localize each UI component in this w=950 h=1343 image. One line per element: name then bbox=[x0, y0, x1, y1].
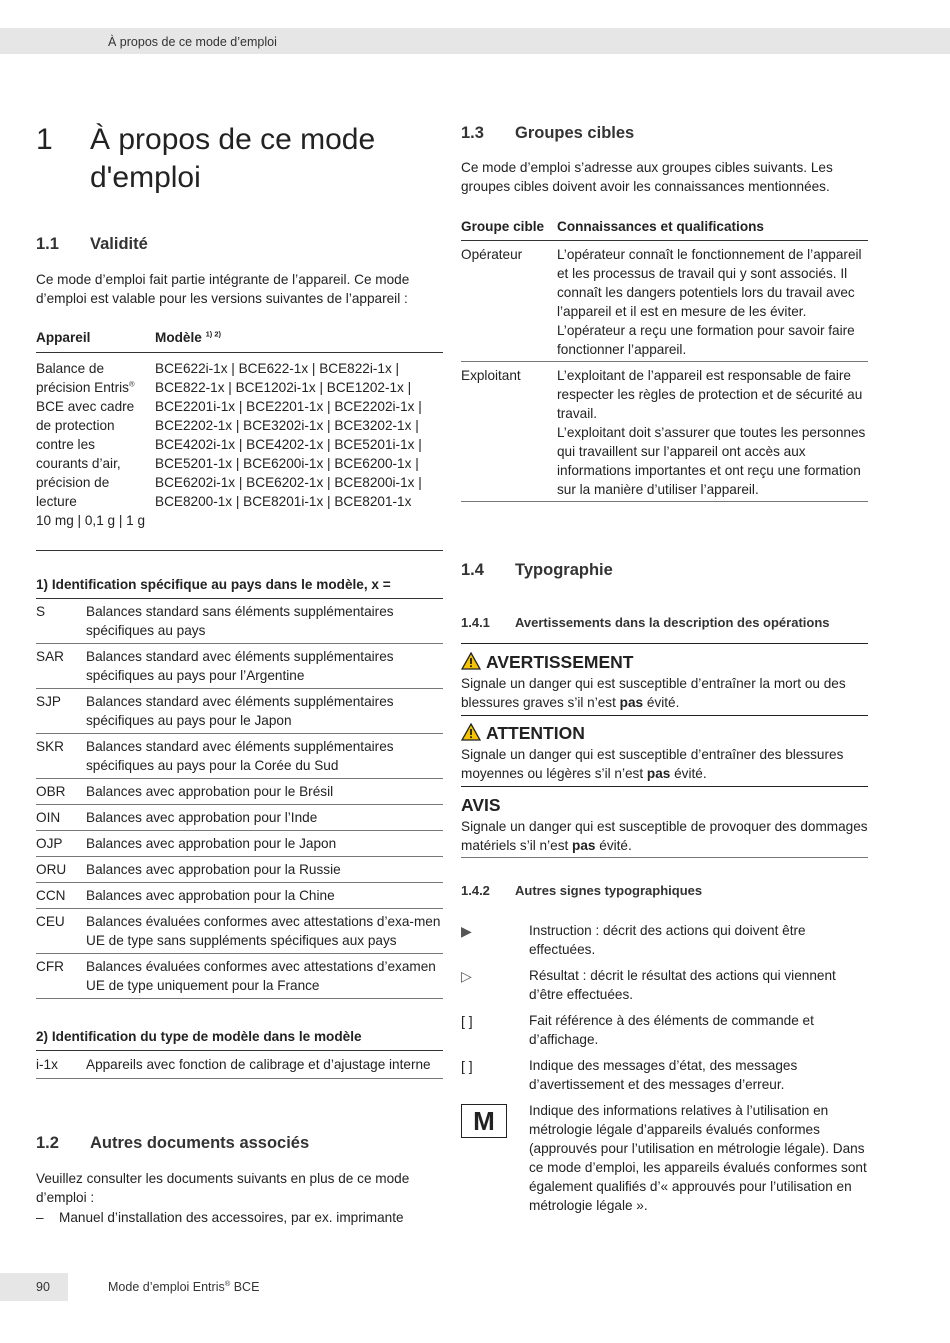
section-title-documents: Autres documents associés bbox=[90, 1134, 310, 1152]
section-number-1-1: 1.1 bbox=[36, 235, 59, 253]
section-number-1-4: 1.4 bbox=[461, 561, 484, 579]
documents-intro: Veuillez consulter les documents suivants en plus de ce mode d’emploi : bbox=[36, 1171, 410, 1205]
page-number: 90 bbox=[36, 1280, 50, 1294]
table-row bbox=[36, 644, 443, 689]
table-row bbox=[36, 954, 443, 999]
brackets-icon: [ ] bbox=[461, 1058, 473, 1074]
table-cell: Balances avec approbation pour la Chine bbox=[86, 883, 443, 909]
table-row bbox=[36, 734, 443, 779]
table-row bbox=[36, 883, 443, 909]
groups-header-knowledge: Connaissances et qualifications bbox=[557, 217, 868, 241]
table-cell: Balances évaluées conformes avec attestations d’exa-men UE de type sans suppléments spécifiques aux pays bbox=[86, 909, 443, 954]
table-row bbox=[36, 909, 443, 954]
subsection-number-1-4-2: 1.4.2 bbox=[461, 883, 490, 898]
table-cell: Balances standard avec éléments supplémentaires spécifiques au pays pour la Corée du Sud bbox=[86, 734, 443, 779]
table-cell: OIN bbox=[36, 805, 86, 831]
groups-header-group: Groupe cible bbox=[461, 217, 557, 241]
section-number-1-2: 1.2 bbox=[36, 1134, 59, 1152]
model-cell: BCE622i-1x | BCE622-1x | BCE822i-1x | BCE822-1x | BCE1202i-1x | BCE1202-1x | BCE2201i-1x | BCE2201-1x | BCE2202i-1x | BCE2202-1x | BCE3202i-1x | BCE3202-1x | BCE4202i-1x | BCE4202-1x | BCE5201i-1x | BCE5201-1x | BCE6200i-1x | BCE6200-1x | BCE6202i-1x | BCE6202-1x | BCE8200i-1x | BCE8200-1x | BCE8201i-1x | BCE8201-1x bbox=[155, 353, 443, 551]
device-cell: Balance de précision Entris® BCE avec cadre de protection contre les courants d’air, précision de lecture 10 mg | 0,1 g | 1 g bbox=[36, 353, 155, 551]
table-cell: Balances avec approbation pour le Japon bbox=[86, 831, 443, 857]
table-cell: Balances avec approbation pour la Russie bbox=[86, 857, 443, 883]
table-row bbox=[36, 328, 443, 353]
warning-rule bbox=[461, 643, 868, 644]
table-cell: Opérateur bbox=[461, 241, 557, 362]
warning-rule bbox=[461, 786, 868, 787]
symbol-desc-metrology: Indique des informations relatives à l’utilisation en métrologie légale d’appareils évalués conformes (approuvés pour l’utilisation en métrologie légale). Dans ce mode d’emploi, les appareils évalués conformes sont également qualifiés d’« approuvés pour l’utilisation en métrologie légale ». bbox=[529, 1103, 867, 1213]
table-row bbox=[36, 353, 443, 551]
brackets-icon: [ ] bbox=[461, 1013, 473, 1029]
type-ident-title: 2) Identification du type de modèle dans le modèle bbox=[36, 1027, 443, 1051]
bullet-dash: – bbox=[36, 1210, 44, 1225]
warning-label-avertissement: AVERTISSEMENT bbox=[461, 651, 633, 673]
target-groups-table bbox=[461, 217, 868, 502]
footer-page-box bbox=[0, 1273, 68, 1301]
result-arrow-icon: ▷ bbox=[461, 968, 472, 984]
symbol-desc-messages: Indique des messages d’état, des messages d’avertissement et des messages d’erreur. bbox=[529, 1058, 798, 1092]
subsection-title-signs: Autres signes typographiques bbox=[515, 883, 703, 898]
validite-intro: Ce mode d’emploi fait partie intégrante de l’appareil. Ce mode d’emploi est valable pour les versions suivantes de l’appareil : bbox=[36, 272, 410, 306]
groupes-intro: Ce mode d’emploi s’adresse aux groupes cibles suivants. Les groupes cibles doivent avoir les connaissances mentionnées. bbox=[461, 160, 833, 194]
model-table-header-device: Appareil bbox=[36, 328, 155, 353]
table-row bbox=[36, 805, 443, 831]
country-ident-title: 1) Identification spécifique au pays dans le modèle, x = bbox=[36, 575, 443, 599]
table-cell: Balances avec approbation pour le Brésil bbox=[86, 779, 443, 805]
table-cell: OJP bbox=[36, 831, 86, 857]
table-cell: SAR bbox=[36, 644, 86, 689]
table-row bbox=[36, 1051, 443, 1079]
warning-end-rule bbox=[461, 857, 868, 858]
table-row bbox=[36, 1027, 443, 1051]
warning-triangle-icon bbox=[461, 652, 481, 670]
model-table-header-model: Modèle $^{1) 2)}$ bbox=[155, 328, 443, 353]
documents-bullet: Manuel d’installation des accessoires, par ex. imprimante bbox=[59, 1210, 404, 1225]
table-cell: S bbox=[36, 599, 86, 644]
model-table bbox=[36, 328, 443, 551]
subsection-number-1-4-1: 1.4.1 bbox=[461, 615, 490, 630]
footer-doc-title: Mode d’emploi Entris® BCE bbox=[108, 1278, 260, 1294]
table-cell: Balances standard avec éléments supplémentaires spécifiques au pays pour l’Argentine bbox=[86, 644, 443, 689]
metrology-m-icon: M bbox=[461, 1104, 507, 1138]
table-cell: Balances standard sans éléments supplémentaires spécifiques au pays bbox=[86, 599, 443, 644]
table-cell: CEU bbox=[36, 909, 86, 954]
table-row bbox=[36, 575, 443, 599]
running-title: À propos de ce mode d’emploi bbox=[108, 35, 277, 49]
table-row bbox=[461, 362, 868, 502]
table-cell: ORU bbox=[36, 857, 86, 883]
instruction-arrow-icon: ▶ bbox=[461, 923, 472, 939]
table-row bbox=[461, 217, 868, 241]
table-cell: i-1x bbox=[36, 1051, 86, 1079]
table-row bbox=[36, 599, 443, 644]
table-row bbox=[36, 857, 443, 883]
warning-label-attention: ATTENTION bbox=[461, 722, 585, 744]
section-title-groupes: Groupes cibles bbox=[515, 124, 635, 142]
table-cell: L’opérateur connaît le fonctionnement de l’appareil et les processus de travail qui y sont associés. Il connaît les dangers potentiels lors du travail avec l’appareil et il est en mesure de les éviter. L’opérateur a reçu une formation pour savoir faire fonctionner l’appareil. bbox=[557, 241, 868, 362]
section-title-validite: Validité bbox=[90, 235, 148, 253]
symbol-desc-result: Résultat : décrit le résultat des actions qui viennent d’être effectuées. bbox=[529, 968, 836, 1002]
chapter-number: 1 bbox=[36, 123, 53, 156]
table-cell: L’exploitant de l’appareil est responsable de faire respecter les règles de protection et de sécurité au travail. L’exploitant doit s’assurer que toutes les personnes qui travaillent sur l’appareil ont accès aux informations importantes et ont reçu une formation sur la manière d’utiliser l’appareil. bbox=[557, 362, 868, 502]
table-row bbox=[461, 241, 868, 362]
table-cell: OBR bbox=[36, 779, 86, 805]
table-cell: Exploitant bbox=[461, 362, 557, 502]
table-cell: Balances avec approbation pour l’Inde bbox=[86, 805, 443, 831]
type-ident-table bbox=[36, 1027, 443, 1079]
table-cell: CFR bbox=[36, 954, 86, 999]
table-cell: SJP bbox=[36, 689, 86, 734]
chapter-title: À propos de ce mode d'emploi bbox=[90, 123, 376, 194]
warning-text-attention: Signale un danger qui est susceptible d’entraîner des blessures moyennes ou légères s’il n’est pas évité. bbox=[461, 747, 844, 781]
table-cell: Appareils avec fonction de calibrage et d’ajustage interne bbox=[86, 1051, 443, 1079]
subsection-title-warnings: Avertissements dans la description des opérations bbox=[515, 615, 830, 630]
symbol-desc-instruction: Instruction : décrit des actions qui doivent être effectuées. bbox=[529, 923, 806, 957]
symbol-desc-controls: Fait référence à des éléments de commande et d’affichage. bbox=[529, 1013, 814, 1047]
table-cell: CCN bbox=[36, 883, 86, 909]
table-row bbox=[36, 779, 443, 805]
table-cell: Balances évaluées conformes avec attestations d’examen UE de type uniquement pour la France bbox=[86, 954, 443, 999]
table-cell: SKR bbox=[36, 734, 86, 779]
warning-triangle-icon bbox=[461, 723, 481, 741]
warning-rule bbox=[461, 715, 868, 716]
table-cell: Balances standard avec éléments supplémentaires spécifiques au pays pour le Japon bbox=[86, 689, 443, 734]
section-number-1-3: 1.3 bbox=[461, 124, 484, 142]
section-title-typographie: Typographie bbox=[515, 561, 613, 579]
warning-label-avis: AVIS bbox=[461, 795, 501, 815]
warning-text-avertissement: Signale un danger qui est susceptible d’entraîner la mort ou des blessures graves s’il n’est pas évité. bbox=[461, 676, 846, 710]
table-row bbox=[36, 831, 443, 857]
table-row bbox=[36, 689, 443, 734]
country-ident-table bbox=[36, 575, 443, 999]
warning-text-avis: Signale un danger qui est susceptible de provoquer des dommages matériels s’il n’est pas évité. bbox=[461, 819, 868, 853]
